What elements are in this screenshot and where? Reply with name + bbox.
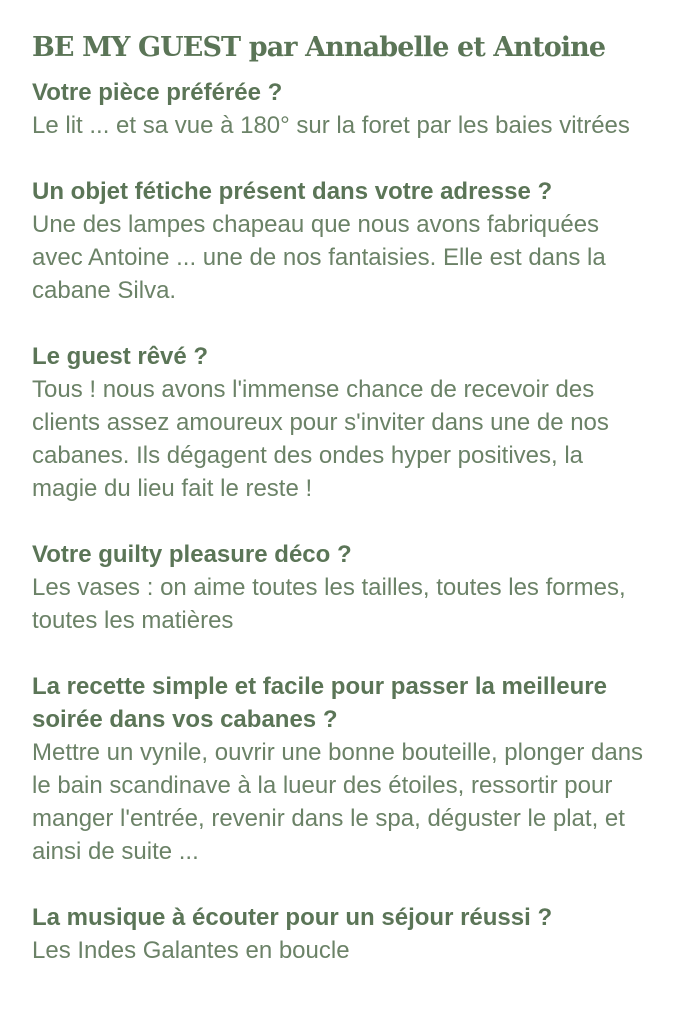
- interview-article: [32, 28, 652, 967]
- question: La recette simple et facile pour passer la meilleure soirée dans vos cabanes ?: [32, 673, 607, 733]
- answer: Une des lampes chapeau que nous avons fabriquées avec Antoine ... une de nos fantaisies. Elle est dans la cabane Silva.: [32, 211, 606, 304]
- qa-item-favorite-room: [32, 76, 652, 142]
- question: Le guest rêvé ?: [32, 343, 209, 370]
- answer: Les Indes Galantes en boucle: [32, 937, 350, 964]
- question: La musique à écouter pour un séjour réussi ?: [32, 904, 553, 931]
- answer: Le lit ... et sa vue à 180° sur la foret par les baies vitrées: [32, 112, 630, 139]
- question: Votre guilty pleasure déco ?: [32, 541, 352, 568]
- qa-item-dream-guest: [32, 340, 652, 505]
- article-title: BE MY GUEST par Annabelle et Antoine: [32, 32, 606, 63]
- question: Un objet fétiche présent dans votre adresse ?: [32, 178, 553, 205]
- qa-item-music: [32, 901, 652, 967]
- qa-item-fetish-object: [32, 175, 652, 307]
- answer: Mettre un vynile, ouvrir une bonne bouteille, plonger dans le bain scandinave à la lueur des étoiles, ressortir pour manger l'entrée, revenir dans le spa, déguster le plat, et ainsi de suite ...: [32, 739, 644, 865]
- answer: Les vases : on aime toutes les tailles, toutes les formes, toutes les matières: [32, 574, 626, 634]
- qa-item-guilty-pleasure: [32, 538, 652, 637]
- qa-item-evening-recipe: [32, 670, 652, 868]
- question: Votre pièce préférée ?: [32, 79, 283, 106]
- answer: Tous ! nous avons l'immense chance de recevoir des clients assez amoureux pour s'inviter dans une de nos cabanes. Ils dégagent des ondes hyper positives, la magie du lieu fait le reste !: [32, 376, 609, 502]
